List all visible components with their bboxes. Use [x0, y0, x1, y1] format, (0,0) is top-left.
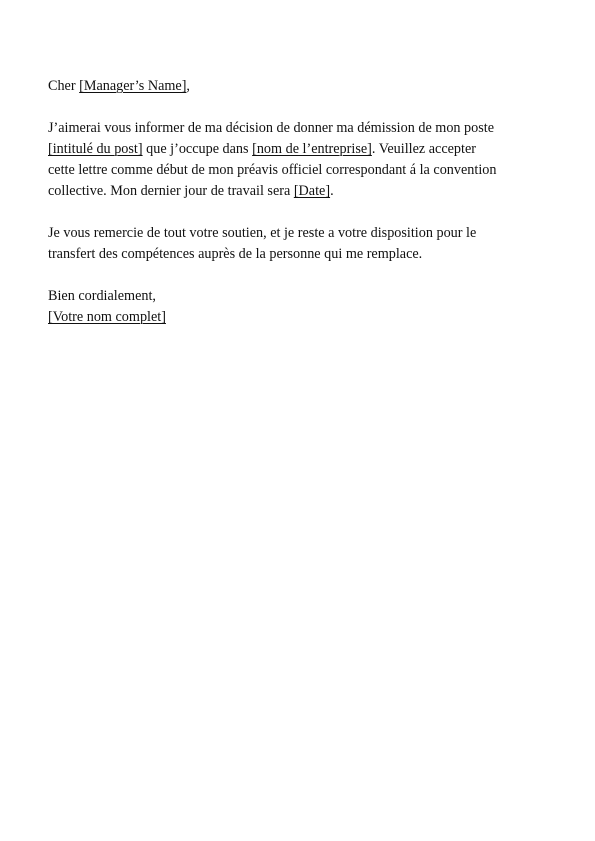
company-name-placeholder: [nom de l’entreprise] — [252, 141, 372, 157]
date-placeholder: [Date] — [293, 183, 331, 199]
greeting-text: Cher — [48, 78, 80, 94]
closing-salutation: Bien cordialement, — [48, 288, 156, 304]
paragraph1-line4 — [48, 181, 548, 202]
greeting — [48, 76, 548, 97]
paragraph2-line2: transfert des compétences auprès de la personne qui me remplace. — [48, 246, 423, 262]
paragraph1-line2-end: . Veuillez accepter — [371, 141, 476, 157]
paragraph1-line4-end: . — [330, 183, 334, 199]
paragraph1-line2-mid: que j’occupe dans — [142, 141, 253, 157]
full-name-placeholder: [Votre nom complet] — [48, 309, 166, 325]
paragraph-resignation — [48, 118, 548, 202]
paragraph1-line2 — [48, 139, 548, 160]
paragraph1-line3: cette lettre comme début de mon préavis officiel correspondant á la convention — [48, 162, 497, 178]
paragraph1-line1: J’aimerai vous informer de ma décision de donner ma démission de mon poste — [48, 120, 495, 136]
greeting-comma: , — [186, 78, 190, 94]
paragraph-thanks — [48, 223, 548, 265]
paragraph1-line4-text: collective. Mon dernier jour de travail sera — [48, 183, 294, 199]
job-title-placeholder: [intitulé du post] — [48, 141, 143, 157]
manager-name-placeholder: [Manager’s Name] — [79, 78, 187, 94]
signature-line — [48, 307, 548, 328]
paragraph2-line1: Je vous remercie de tout votre soutien, et je reste a votre disposition pour le — [48, 225, 477, 241]
closing — [48, 286, 548, 328]
resignation-letter — [48, 76, 548, 349]
